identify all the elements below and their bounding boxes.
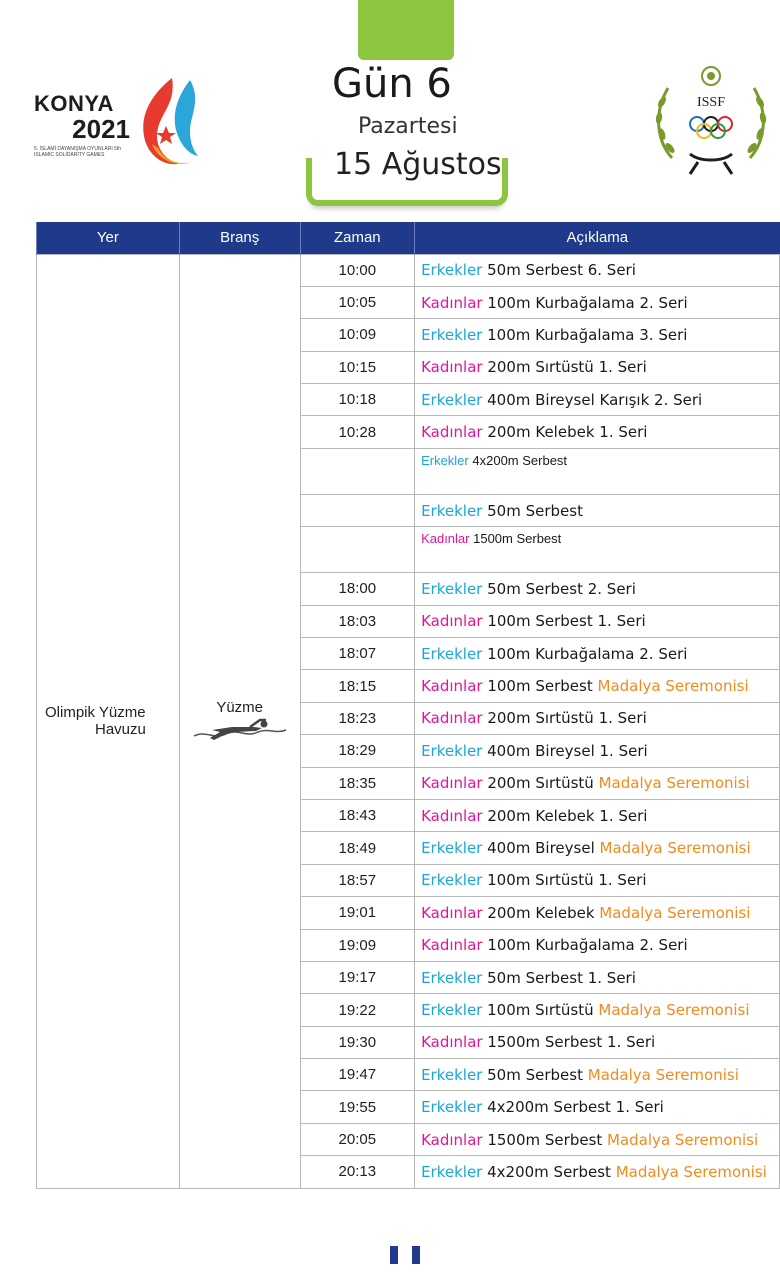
konya-logo-subtitle: 5. İSLAMİ DAYANIŞMA OYUNLARI 5th ISLAMIC SOLIDARITY GAMES [34, 146, 122, 158]
event-time: 10:15 [300, 351, 415, 383]
event-name: 400m Bireysel Karışık 2. Seri [487, 390, 703, 409]
event-name: 50m Serbest [487, 1065, 583, 1084]
event-gender: Erkekler [421, 325, 483, 344]
event-name: 100m Kurbağalama 3. Seri [487, 325, 688, 344]
event-time: 10:00 [300, 254, 415, 286]
event-name: 200m Sırtüstü 1. Seri [487, 358, 647, 377]
event-time: 20:05 [300, 1123, 415, 1155]
event-name: 100m Kurbağalama 2. Seri [487, 644, 688, 663]
header-tab [358, 0, 454, 60]
event-gender: Erkekler [421, 839, 483, 858]
event-description [415, 638, 780, 670]
event-time: 18:00 [300, 573, 415, 605]
event-time [300, 494, 415, 526]
event-description [415, 1059, 780, 1091]
event-name: 200m Kelebek [487, 903, 595, 922]
event-time: 10:28 [300, 416, 415, 448]
event-gender: Erkekler [421, 1162, 483, 1181]
event-gender: Erkekler [421, 579, 483, 598]
schedule-table [36, 222, 780, 1189]
event-description [415, 351, 780, 383]
event-name: 100m Kurbağalama 2. Seri [487, 293, 688, 312]
table-header-row [37, 222, 780, 254]
event-time: 19:47 [300, 1059, 415, 1091]
event-gender: Kadınlar [421, 531, 470, 547]
day-title: Gün 6 [332, 61, 452, 107]
event-time: 19:55 [300, 1091, 415, 1123]
event-gender: Kadınlar [421, 293, 483, 312]
event-name: 50m Serbest 2. Seri [487, 579, 636, 598]
venue-name-line1: Olimpik Yüzme [45, 704, 146, 722]
branch-cell [179, 254, 300, 1188]
event-description [415, 897, 780, 929]
event-name: 100m Sırtüstü [487, 1001, 594, 1019]
medal-ceremony-label: Madalya Seremonisi [597, 677, 749, 696]
event-description [415, 1123, 780, 1155]
event-name: 400m Bireysel [487, 839, 595, 858]
event-description [415, 286, 780, 318]
event-description [415, 994, 780, 1026]
event-description [415, 1156, 780, 1188]
event-name: 100m Kurbağalama 2. Seri [487, 936, 688, 955]
event-gender: Erkekler [421, 452, 469, 468]
event-description [415, 767, 780, 799]
event-name: 400m Bireysel 1. Seri [487, 741, 648, 760]
event-description [415, 527, 780, 573]
event-description [415, 1091, 780, 1123]
weekday-label: Pazartesi [358, 114, 458, 139]
event-name: 1500m Serbest [487, 1130, 603, 1149]
event-time [300, 527, 415, 573]
event-time: 19:09 [300, 929, 415, 961]
event-description [415, 494, 780, 526]
medal-ceremony-label: Madalya Seremonisi [598, 774, 750, 793]
event-gender: Erkekler [421, 644, 483, 663]
medal-ceremony-label: Madalya Seremonisi [598, 1001, 750, 1019]
issf-logo [650, 62, 772, 182]
event-name: 100m Serbest 1. Seri [487, 612, 646, 631]
event-name: 4x200m Serbest [472, 452, 568, 468]
event-gender: Kadınlar [421, 709, 483, 728]
medal-ceremony-label: Madalya Seremonisi [607, 1130, 759, 1149]
event-name: 100m Sırtüstü 1. Seri [487, 871, 647, 890]
event-time: 19:01 [300, 897, 415, 929]
event-description [415, 929, 780, 961]
event-gender: Kadınlar [421, 677, 483, 696]
event-name: 1500m Serbest 1. Seri [487, 1033, 656, 1052]
event-time: 18:57 [300, 864, 415, 896]
event-gender: Erkekler [421, 741, 483, 760]
event-name: 200m Kelebek 1. Seri [487, 806, 648, 825]
event-gender: Kadınlar [421, 774, 483, 793]
event-description [415, 1026, 780, 1058]
event-name: 100m Serbest [487, 677, 593, 696]
event-description [415, 864, 780, 896]
event-time [300, 448, 415, 494]
event-time: 18:35 [300, 767, 415, 799]
event-gender: Kadınlar [421, 936, 483, 955]
venue-cell [37, 254, 180, 1188]
event-time: 10:05 [300, 286, 415, 318]
event-name: 200m Sırtüstü [487, 774, 594, 793]
konya-logo-word: KONYA [34, 91, 114, 116]
page-marker [390, 1246, 422, 1264]
medal-ceremony-label: Madalya Seremonisi [599, 839, 751, 858]
event-time: 19:17 [300, 961, 415, 993]
event-gender: Erkekler [421, 501, 483, 520]
event-description [415, 448, 780, 494]
event-gender: Erkekler [421, 1001, 483, 1019]
event-description [415, 670, 780, 702]
event-description [415, 702, 780, 734]
konya-2021-logo [30, 72, 205, 172]
event-gender: Kadınlar [421, 903, 483, 922]
event-gender: Erkekler [421, 261, 483, 280]
medal-ceremony-label: Madalya Seremonisi [615, 1162, 767, 1181]
column-header-branch: Branş [179, 222, 300, 254]
event-description [415, 832, 780, 864]
column-header-venue: Yer [37, 222, 180, 254]
event-time: 19:22 [300, 994, 415, 1026]
event-gender: Erkekler [421, 968, 483, 987]
event-gender: Erkekler [421, 1098, 483, 1117]
swimmer-icon [192, 718, 288, 744]
event-name: 50m Serbest 6. Seri [487, 261, 636, 280]
event-name: 4x200m Serbest 1. Seri [487, 1098, 664, 1117]
venue-name-line2: Havuzu [95, 721, 146, 739]
event-gender: Erkekler [421, 871, 483, 890]
event-description [415, 319, 780, 351]
event-description [415, 384, 780, 416]
event-description [415, 799, 780, 831]
table-row [37, 254, 780, 286]
medal-ceremony-label: Madalya Seremonisi [599, 903, 751, 922]
event-gender: Kadınlar [421, 1033, 483, 1052]
event-time: 20:13 [300, 1156, 415, 1188]
event-time: 10:18 [300, 384, 415, 416]
event-name: 200m Kelebek 1. Seri [487, 423, 648, 442]
event-gender: Kadınlar [421, 423, 483, 442]
event-time: 18:23 [300, 702, 415, 734]
event-name: 50m Serbest [487, 501, 583, 520]
column-header-description: Açıklama [415, 222, 780, 254]
event-gender: Kadınlar [421, 806, 483, 825]
konya-logo-year: 2021 [72, 114, 130, 144]
flame-icon [132, 74, 204, 170]
event-description [415, 605, 780, 637]
event-gender: Kadınlar [421, 612, 483, 631]
event-description [415, 254, 780, 286]
date-label: 15 Ağustos [334, 147, 502, 182]
event-time: 18:07 [300, 638, 415, 670]
event-name: 200m Sırtüstü 1. Seri [487, 709, 647, 728]
event-time: 18:03 [300, 605, 415, 637]
event-time: 18:49 [300, 832, 415, 864]
event-gender: Kadınlar [421, 1130, 483, 1149]
event-description [415, 416, 780, 448]
event-gender: Erkekler [421, 1065, 483, 1084]
event-time: 18:15 [300, 670, 415, 702]
event-gender: Erkekler [421, 390, 483, 409]
event-description [415, 573, 780, 605]
medal-ceremony-label: Madalya Seremonisi [587, 1065, 739, 1084]
event-time: 19:30 [300, 1026, 415, 1058]
event-time: 18:29 [300, 735, 415, 767]
column-header-time: Zaman [300, 222, 415, 254]
issf-logo-text: ISSF [696, 95, 726, 110]
event-time: 10:09 [300, 319, 415, 351]
event-name: 4x200m Serbest [487, 1162, 611, 1181]
event-name: 1500m Serbest [473, 531, 562, 547]
event-description [415, 961, 780, 993]
event-gender: Kadınlar [421, 358, 483, 377]
branch-label: Yüzme [216, 698, 263, 716]
event-name: 50m Serbest 1. Seri [487, 968, 636, 987]
event-time: 18:43 [300, 799, 415, 831]
event-description [415, 735, 780, 767]
schedule-body [37, 254, 780, 1188]
